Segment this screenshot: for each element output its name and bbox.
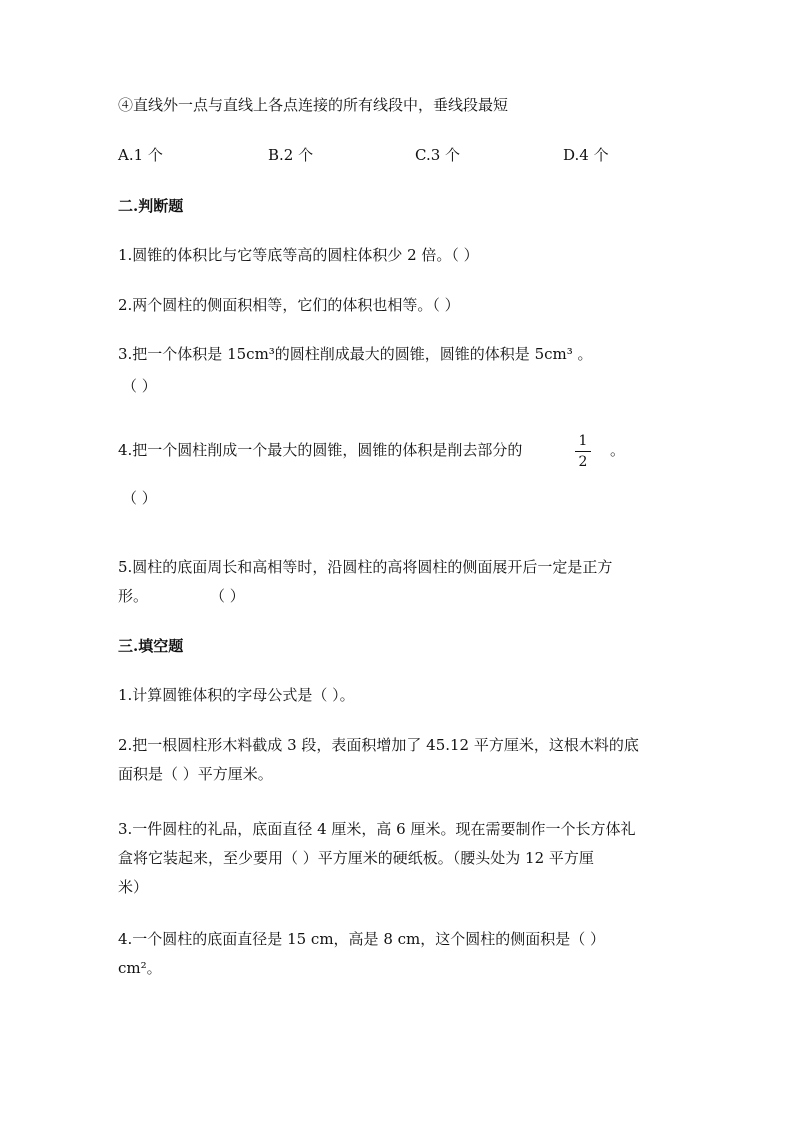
fill-question-1: 1.计算圆锥体积的字母公式是（ ）。 bbox=[118, 686, 355, 704]
judgment-question-4: 4.把一个圆柱削成一个最大的圆锥，圆锥的体积是削去部分的 bbox=[118, 441, 523, 459]
judgment-question-5-answer-blank: （ ） bbox=[210, 587, 245, 605]
judgment-question-1: 1.圆锥的体积比与它等底等高的圆柱体积少 2 倍。（ ） bbox=[118, 246, 479, 264]
fraction-denominator: 2 bbox=[578, 454, 588, 470]
fraction-one-half bbox=[575, 434, 591, 469]
fill-question-2-line-1: 2.把一根圆柱形木料截成 3 段，表面积增加了 45.12 平方厘米，这根木料的底 bbox=[118, 736, 639, 754]
fill-question-3-line-2: 盒将它装起来，至少要用（ ）平方厘米的硬纸板。（腰头处为 12 平方厘 bbox=[118, 849, 594, 867]
section-fill-blank-title: 三.填空题 bbox=[118, 637, 184, 655]
judgment-question-5-line-1: 5.圆柱的底面周长和高相等时，沿圆柱的高将圆柱的侧面展开后一定是正方 bbox=[118, 558, 613, 576]
judgment-question-3: 3.把一个体积是 15cm³的圆柱削成最大的圆锥，圆锥的体积是 5cm³ 。 bbox=[118, 345, 593, 363]
judgment-question-4-answer-blank: （ ） bbox=[122, 489, 157, 507]
judgment-question-4-end: 。 bbox=[610, 441, 626, 459]
fill-question-4-line-1: 4.一个圆柱的底面直径是 15 cm，高是 8 cm，这个圆柱的侧面积是（ ） bbox=[118, 930, 606, 948]
section-judgment-title: 二.判断题 bbox=[118, 197, 184, 215]
option-b: B.2 个 bbox=[268, 146, 314, 164]
fill-question-3-line-1: 3.一件圆柱的礼品，底面直径 4 厘米，高 6 厘米。现在需要制作一个长方体礼 bbox=[118, 820, 636, 838]
fill-question-3-line-3: 米） bbox=[118, 878, 149, 896]
judgment-question-5-line-2: 形。 bbox=[118, 587, 149, 605]
fraction-numerator: 1 bbox=[578, 433, 588, 449]
choice-statement-4: ④直线外一点与直线上各点连接的所有线段中，垂线段最短 bbox=[118, 96, 509, 114]
option-c: C.3 个 bbox=[415, 146, 461, 164]
fill-question-2-line-2: 面积是（ ）平方厘米。 bbox=[118, 765, 273, 783]
judgment-question-3-answer-blank: （ ） bbox=[122, 377, 157, 395]
judgment-question-2: 2.两个圆柱的侧面积相等，它们的体积也相等。（ ） bbox=[118, 296, 460, 314]
fill-question-4-line-2: cm²。 bbox=[118, 959, 162, 977]
fraction-bar bbox=[575, 451, 591, 452]
option-d: D.4 个 bbox=[563, 146, 609, 164]
option-a: A.1 个 bbox=[118, 146, 163, 164]
